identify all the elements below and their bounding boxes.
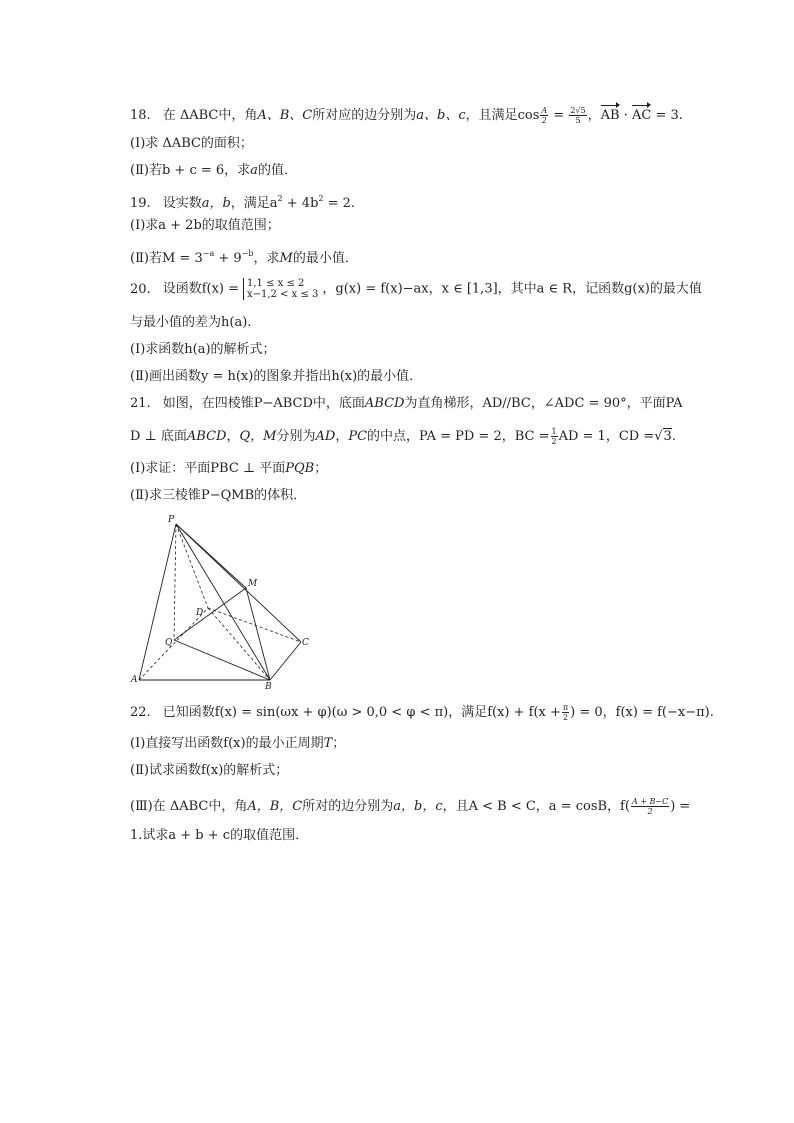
q19-part2-text: 的最小值．	[292, 251, 358, 266]
point-label-m: M	[248, 579, 258, 589]
fraction-numerator: 1	[551, 427, 557, 436]
fraction-denominator: 5	[575, 116, 581, 125]
q19-part2-text: ，求	[253, 251, 280, 266]
edge-pa	[139, 524, 176, 680]
q19-part2-text: (Ⅱ)若M = 3	[130, 251, 203, 266]
fraction-numerator: A	[541, 106, 548, 115]
q19-part2	[130, 246, 358, 267]
q18-text: =	[549, 108, 569, 123]
q19-vars: a，b	[201, 196, 231, 211]
edge-dc	[208, 608, 301, 642]
vector-ab: AB	[600, 108, 620, 123]
q18-sides: a、b、c	[416, 108, 466, 123]
q18-stem	[130, 106, 683, 125]
edge-pm	[176, 524, 246, 588]
fraction-numerator: A + B−C	[631, 797, 669, 806]
q21-text: 为直角梯形，AD//BC，∠ADC = 90°，平面PA	[404, 396, 683, 411]
exponent: −b	[241, 249, 254, 258]
q21-base-name: ABCD	[364, 396, 405, 411]
q20-part2: (Ⅱ)画出函数y = h(x)的图象并指出h(x)的最小值．	[130, 369, 423, 384]
q21-text: .	[671, 429, 676, 444]
q22-part3	[130, 797, 690, 816]
q18-text: 所对应的边分别为	[312, 108, 417, 123]
q18-part2	[130, 163, 297, 179]
q22-pi-half-fraction	[562, 703, 569, 722]
q20-stem	[130, 278, 702, 300]
q19-part2-text: + 9	[214, 251, 242, 266]
edge-pb	[176, 524, 270, 680]
sqrt-sign: √	[654, 429, 663, 444]
q18-half-angle-fraction	[540, 106, 548, 125]
q21-part1-text: ；	[314, 461, 328, 476]
point-label-b: B	[265, 682, 272, 692]
q22-part1	[130, 736, 345, 752]
fraction-numerator: π	[562, 703, 569, 712]
q18-text: 在 ΔABC中，角	[162, 108, 258, 123]
q18-part2-var: a	[250, 163, 258, 178]
q21-text: 如图，在四棱锥P−ABCD中，底面	[162, 396, 365, 411]
fraction-denominator: 2	[562, 713, 569, 722]
point-label-q: Q	[165, 638, 173, 648]
fraction-denominator: 2	[541, 116, 547, 125]
q21-segment: PC	[348, 429, 368, 444]
q22-part3-continued: 1.试求a + b + c的取值范围．	[130, 828, 309, 843]
q21-stem-continued	[130, 427, 676, 446]
q18-part1: (Ⅰ)求 ΔABC的面积；	[130, 136, 253, 151]
q22-text: ) = 0，f(x) = f(−x−π).	[570, 705, 714, 720]
q18-text: ，且满足cos	[465, 108, 540, 123]
exponent: 2	[277, 194, 283, 203]
q18-part2-text: 的值．	[257, 163, 297, 178]
q22-part1-text: (Ⅰ)直接写出函数f(x)的最小正周期	[130, 736, 324, 751]
q21-text: D ⊥ 底面	[130, 429, 187, 444]
q20-text: ，g(x) = f(x)−ax，x ∈ [1,3]，其中a ∈ R，记函数g(x)的最大值	[322, 281, 702, 297]
q21-half-fraction	[551, 427, 558, 446]
point-label-c: C	[302, 638, 309, 648]
q20-part1: (Ⅰ)求函数h(a)的解析式；	[130, 342, 276, 357]
q18-text: ·	[619, 108, 632, 123]
point-label-d: D	[196, 608, 204, 618]
piecewise-case-1: 1,1 ≤ x ≤ 2	[247, 278, 305, 289]
fraction-numerator: 2√5	[570, 106, 586, 115]
q22-text: 已知函数f(x) = sin(ωx + φ)(ω > 0,0 < φ < π)，满足f(x) + f(x +	[162, 705, 561, 720]
edge-pd	[176, 524, 208, 608]
q22-number: 22.	[130, 705, 151, 720]
q21-text: AD = 1，CD =	[558, 429, 655, 444]
q21-part1-text: (Ⅰ)求证：平面PBC ⊥ 平面	[130, 461, 286, 476]
edge-bc	[270, 642, 301, 680]
segment-pq	[174, 524, 176, 640]
q22-angles: A，B，C	[247, 799, 303, 814]
q19-part2-var: M	[279, 251, 293, 266]
piecewise-definition	[243, 278, 318, 300]
vector-ac: AC	[632, 108, 652, 123]
q20-stem-continued: 与最小值的差为h(a).	[130, 315, 252, 330]
q18-angles: A、B、C	[257, 108, 313, 123]
sqrt-radicand: 3	[663, 429, 672, 444]
q19-text: 设实数	[162, 196, 202, 211]
fraction-denominator: 2	[551, 437, 557, 446]
q19-text: + 4b	[282, 196, 319, 211]
q21-part2: (Ⅱ)求三棱锥P−QMB的体积．	[130, 488, 307, 503]
q21-stem	[130, 396, 683, 412]
q21-text: ，	[226, 429, 240, 444]
pyramid-figure	[128, 512, 312, 692]
q19-text: ，满足a	[230, 196, 278, 211]
q21-text: 的中点，PA = PD = 2，BC =	[367, 429, 550, 444]
q18-value-fraction	[569, 106, 586, 125]
q20-text: 设函数f(x) =	[162, 281, 239, 297]
q21-text: ，	[335, 429, 349, 444]
q22-part1-text: ；	[332, 736, 346, 751]
q22-part2: (Ⅱ)试求函数f(x)的解析式；	[130, 763, 289, 778]
q22-part3-text: (Ⅲ)在 ΔABC中，角	[130, 799, 248, 814]
q21-part1	[130, 461, 327, 477]
q21-base-name: ABCD	[186, 429, 227, 444]
q18-text: = 3.	[651, 108, 683, 123]
exponent: −a	[202, 249, 215, 258]
q21-text: 分别为	[276, 429, 316, 444]
q22-part3-text: ) =	[670, 799, 691, 814]
q21-number: 21.	[130, 396, 151, 411]
q19-text: = 2.	[323, 196, 356, 211]
q19-number: 19.	[130, 196, 151, 211]
q21-plane-name: PQB	[285, 461, 315, 476]
q18-text: ，	[587, 108, 601, 123]
q18-part2-text: (Ⅱ)若b + c = 6，求	[130, 163, 251, 178]
piecewise-case-2: x−1,2 < x ≤ 3	[247, 289, 319, 300]
q19-part1: (Ⅰ)求a + 2b的取值范围；	[130, 218, 280, 233]
q22-angle-fraction	[631, 797, 669, 816]
q22-part3-text: ，且A < B < C，a = cosB，f(	[442, 799, 630, 814]
q21-segment: AD	[315, 429, 336, 444]
edge-ad	[139, 608, 208, 680]
q22-part1-var: T	[323, 736, 333, 751]
exponent: 2	[318, 194, 324, 203]
q20-number: 20.	[130, 281, 151, 297]
point-label-a: A	[131, 675, 138, 685]
fraction-denominator: 2	[647, 807, 653, 816]
point-label-p: P	[168, 515, 175, 525]
q22-stem	[130, 703, 714, 722]
segment-qb	[174, 640, 270, 680]
q18-number: 18.	[130, 108, 151, 123]
q22-part3-text: 所对的边分别为	[302, 799, 394, 814]
q22-sides: a，b，c	[393, 799, 443, 814]
q21-points: Q，M	[239, 429, 277, 444]
q19-stem	[130, 191, 355, 212]
